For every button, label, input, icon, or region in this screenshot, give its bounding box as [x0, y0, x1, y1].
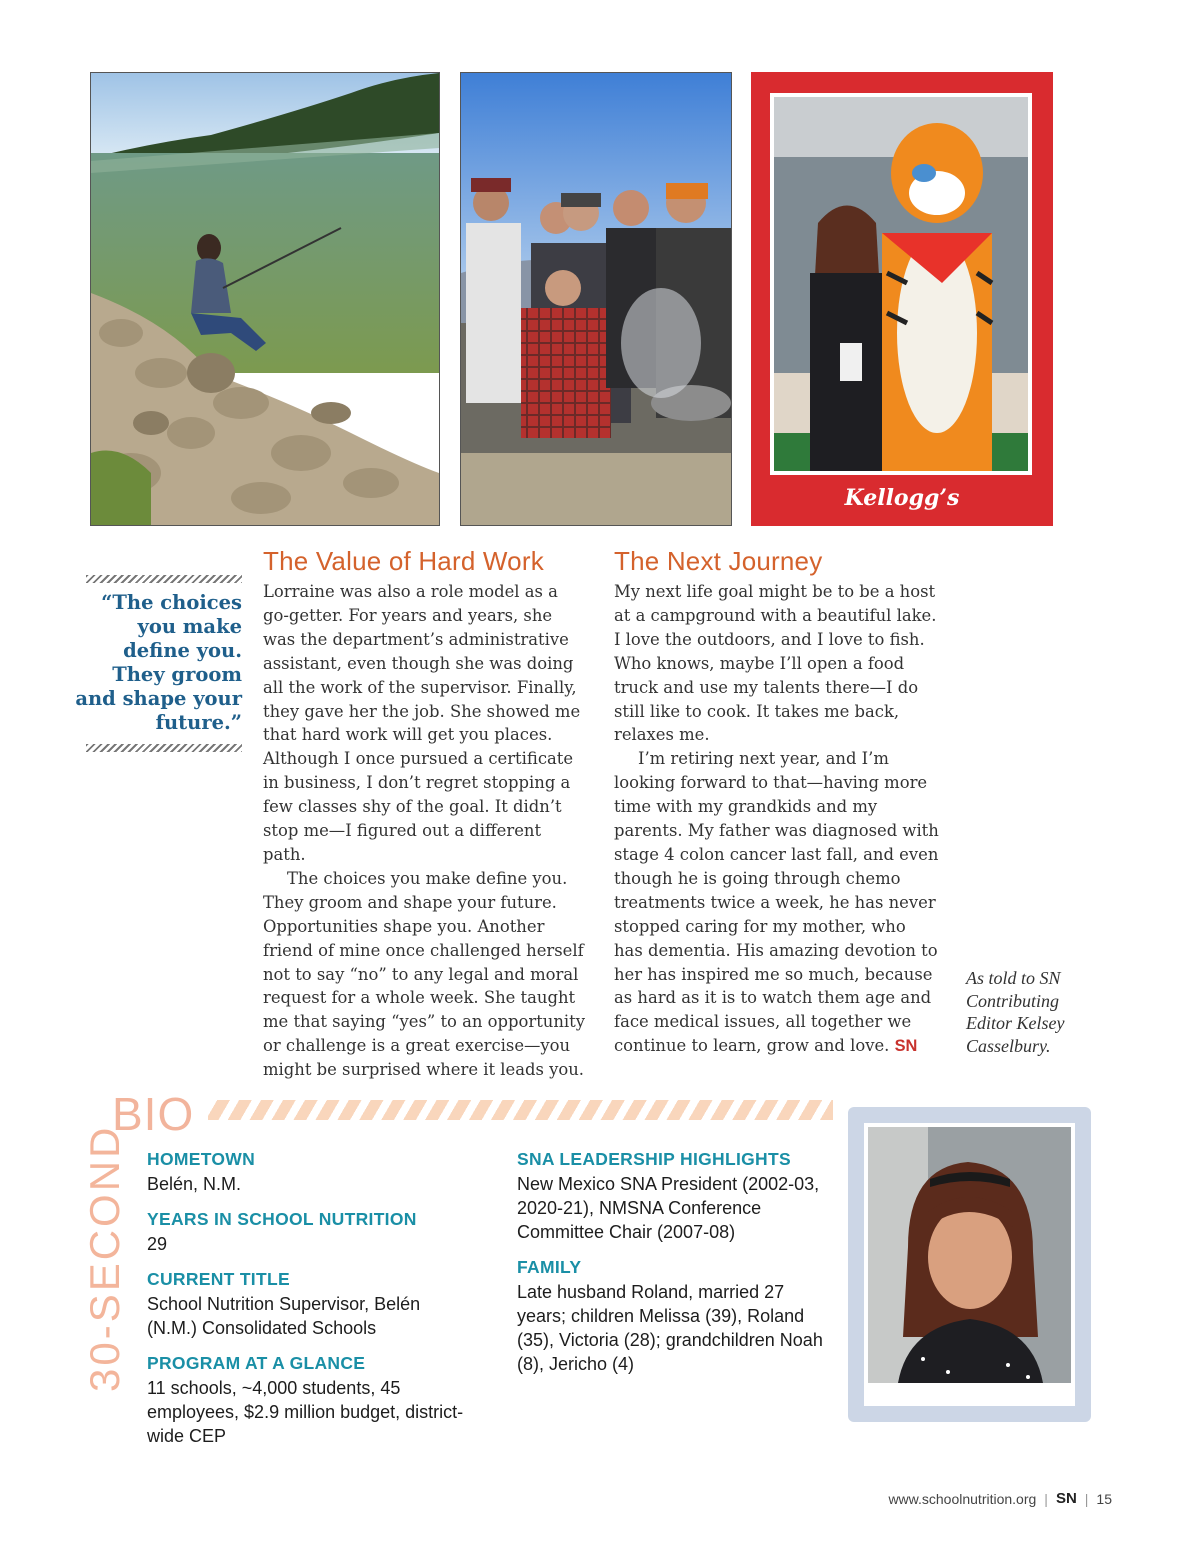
- photo-tony-tiger-frame: [751, 72, 1053, 526]
- heading-next-journey: The Next Journey: [614, 546, 823, 576]
- bio-item-years: [147, 1208, 467, 1256]
- bio-value: 11 schools, ~4,000 students, 45 employees, $2.9 million budget, district-wide CEP: [147, 1378, 464, 1446]
- bio-label: CURRENT TITLE: [147, 1269, 290, 1289]
- page-footer: [888, 1490, 1112, 1507]
- bio-value: New Mexico SNA President (2002-03, 2020-21), NMSNA Conference Committee Chair (2007-08): [517, 1174, 820, 1242]
- portrait-frame: [848, 1107, 1091, 1422]
- bio-right-column: [517, 1148, 835, 1388]
- article-right-last-text: I’m retiring next year, and I’m looking forward to that—having more time with my grandkids and my parents. My father was diagnosed with stage 4 colon cancer last fall, and even though he is going through chemo treatments twice a week, he has never stopped caring for my mother, who has dementia. His amazing devotion to her has inspired me so much, because as hard as it is to watch them age and face medical issues, all together we continue to learn, grow and love.: [614, 749, 939, 1056]
- bio-left-column: [147, 1148, 467, 1460]
- bio-label: FAMILY: [517, 1257, 582, 1277]
- photo-group-friends: [460, 72, 732, 526]
- bio-label: HOMETOWN: [147, 1149, 256, 1169]
- bio-stripe-divider: [208, 1100, 833, 1120]
- footer-separator: |: [1084, 1490, 1089, 1507]
- bio-label: PROGRAM AT A GLANCE: [147, 1353, 366, 1373]
- article-right-body: [614, 580, 939, 1059]
- article-right-paragraph: My next life goal might be to be a host at a campground with a beautiful lake. I love the outdoors, and I love to fish. Who knows, maybe I’ll open a food truck and use my talents there—I do still like to cook. It takes me back, relaxes me.: [614, 582, 937, 745]
- article-left-paragraph: Lorraine was also a role model as a go-getter. For years and years, she was the department’s administrative assistant, even though she was doing all the work of the supervisor. Finally, they gave her the job. She showed me that hard work will get you places. Although I once pursued a certificate in business, I don’t regret stopping a few classes shy of the goal. It didn’t stop me—I figured out a different path.: [263, 582, 581, 864]
- heading-value-of-hard-work: The Value of Hard Work: [263, 546, 544, 576]
- bio-value: 29: [147, 1234, 168, 1254]
- article-left-paragraph: The choices you make define you. They groom and shape your future. Opportunities shape you. Another friend of mine once challenged herself not to say “no” to any legal and moral request for a whole week. She taught me that saying “yes” to an opportunity or challenge is a great exercise—you might be surprised where it leads you.: [263, 868, 585, 1080]
- photo-fishing-lake: [90, 72, 440, 526]
- bio-item-leadership: [517, 1148, 835, 1244]
- bio-label: SNA LEADERSHIP HIGHLIGHTS: [517, 1149, 791, 1169]
- bio-item-family: [517, 1256, 835, 1376]
- page-number: 15: [1096, 1490, 1112, 1507]
- pull-quote-bottom-rule: [86, 744, 242, 752]
- bio-value: School Nutrition Supervisor, Belén (N.M.) Consolidated Schools: [147, 1294, 421, 1338]
- bio-label: YEARS IN SCHOOL NUTRITION: [147, 1209, 417, 1229]
- footer-brand: SN: [1055, 1490, 1077, 1507]
- bio-value: Late husband Roland, married 27 years; children Melissa (39), Roland (35), Victoria (28); grandchildren Noah (8), Jericho (4): [517, 1282, 823, 1374]
- footer-url[interactable]: www.schoolnutrition.org: [888, 1490, 1037, 1507]
- bio-item-hometown: [147, 1148, 467, 1196]
- article-right-paragraph: [614, 747, 939, 1059]
- footer-separator: |: [1044, 1490, 1048, 1507]
- article-credit: As told to SN Contributing Editor Kelsey Casselbury.: [966, 968, 1065, 1056]
- end-mark: SN: [894, 1037, 918, 1056]
- pull-quote: “The choices you make define you. They groom and shape your future.”: [75, 591, 242, 734]
- kelloggs-logo: Kellogg’s: [844, 485, 960, 511]
- portrait-photo: [868, 1127, 1071, 1383]
- bio-item-title: [147, 1268, 467, 1340]
- pull-quote-top-rule: [86, 575, 242, 583]
- article-left-body: [263, 580, 588, 1082]
- bio-title: BIO: [112, 1088, 195, 1140]
- bio-vertical-label: 30-SECOND: [81, 1124, 128, 1392]
- bio-item-program: [147, 1352, 467, 1448]
- bio-value: Belén, N.M.: [147, 1174, 242, 1194]
